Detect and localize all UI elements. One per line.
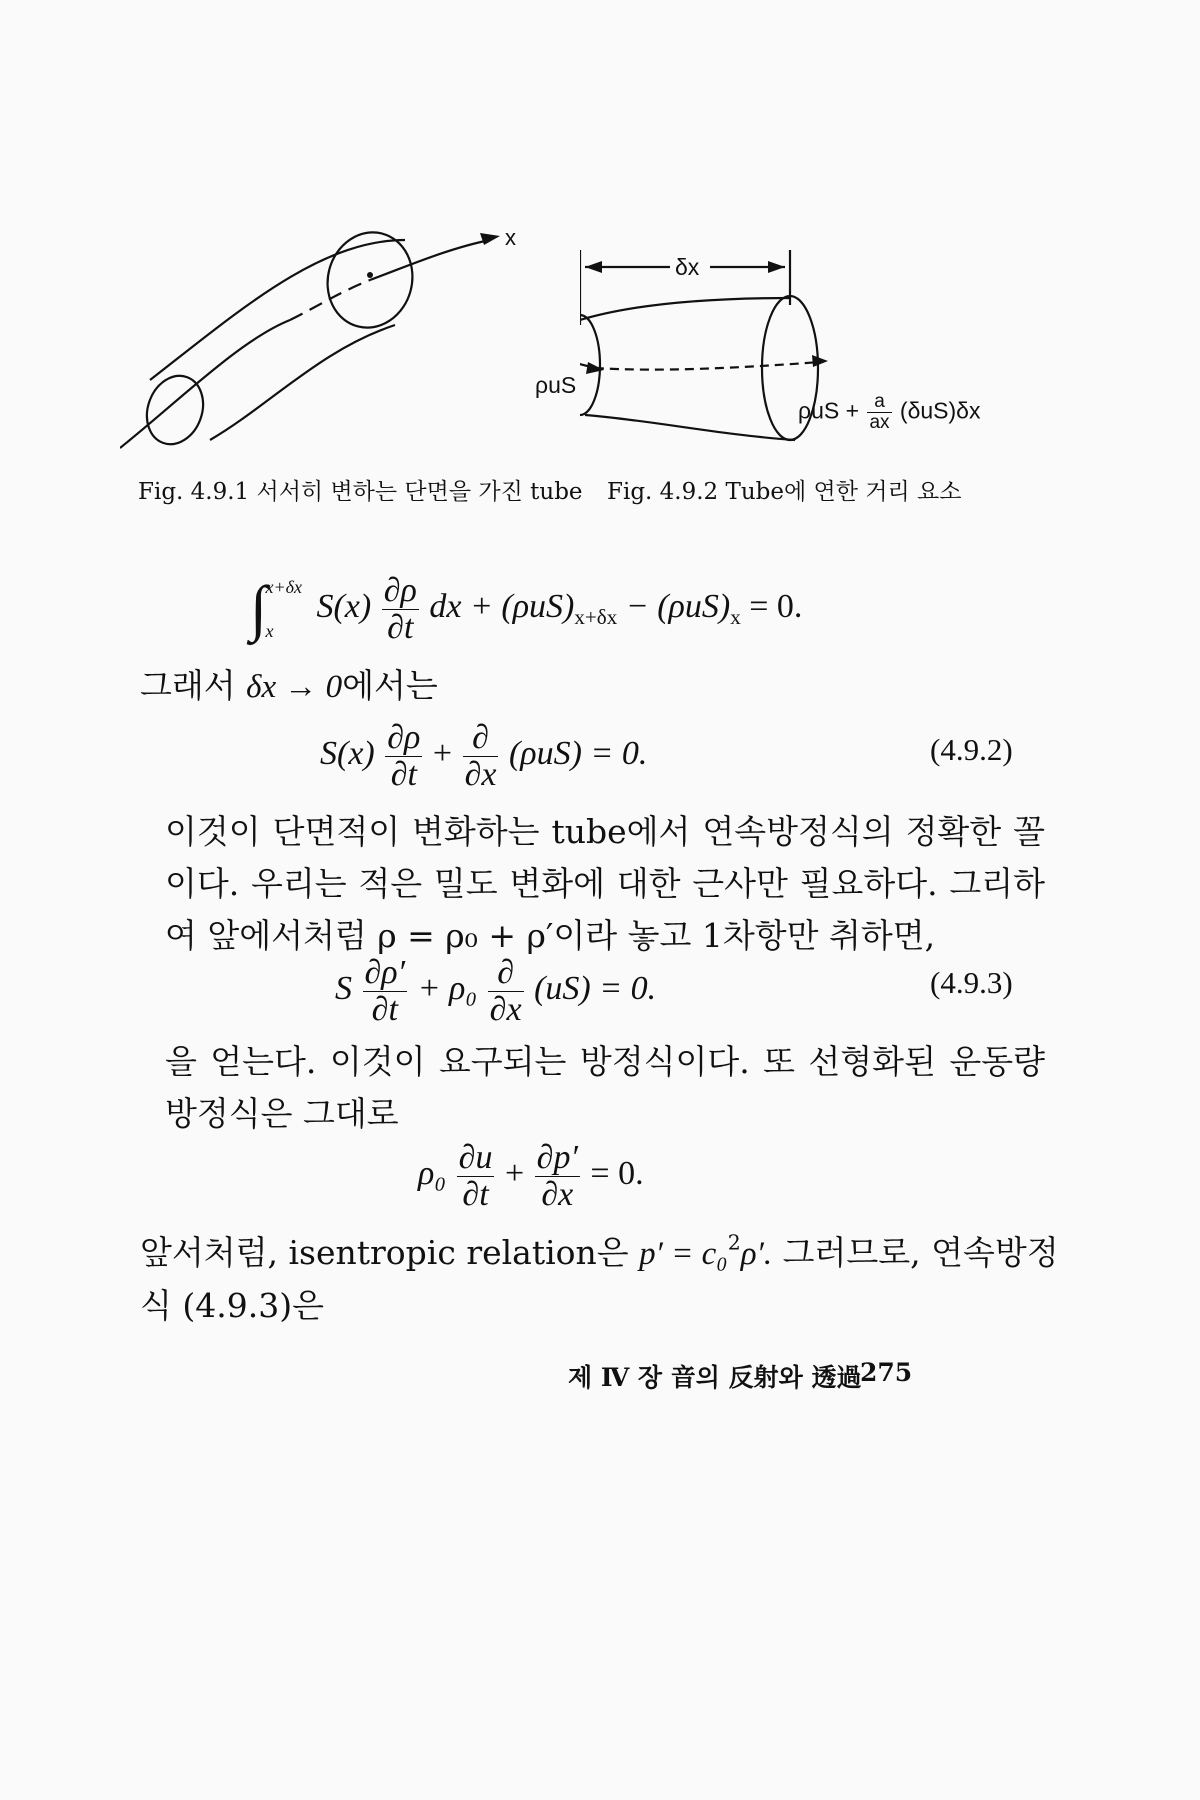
integral-term1: S(x) xyxy=(316,587,372,625)
eq492-rest: (ρuS) = 0. xyxy=(508,734,648,772)
equation-integral xyxy=(250,565,802,653)
axis-curve-solid xyxy=(120,320,290,448)
equation-4-9-2 xyxy=(320,720,647,792)
integral-tail: dx + (ρuS) xyxy=(429,587,575,625)
integral-upper: x+δx xyxy=(265,577,302,597)
momentum-frac1-den: ∂t xyxy=(457,1176,495,1213)
paragraph-isentropic xyxy=(140,1227,1059,1274)
para3-post: 그러므로, 연속방정 xyxy=(772,1233,1059,1272)
momentum-frac2-num: ∂p′ xyxy=(536,1139,578,1176)
tube-lower-edge xyxy=(210,325,395,440)
integral-sign: ∫ xyxy=(250,574,267,643)
caption-fig-4-9-2: Fig. 4.9.2 Tube에 연한 거리 요소 xyxy=(607,479,962,505)
tube-large-end xyxy=(317,230,423,337)
eq492-frac1-den: ∂t xyxy=(385,756,422,793)
axis-arrow-head xyxy=(480,233,500,245)
page-number: 275 xyxy=(860,1358,913,1387)
paragraph-continuity: 이것이 단면적이 변화하는 tube에서 연속방정식의 정확한 꼴이다. 우리는 적은 밀도 변화에 대한 근사만 필요하다. 그리하여 앞에서처럼 ρ = ρ₀ + ρ′이라 놓고 1차항만 취하면, xyxy=(165,812,1045,955)
equation-momentum xyxy=(418,1140,644,1212)
paragraph-isentropic-line2: 식 (4.9.3)은 xyxy=(140,1286,324,1325)
flow-out-arrow-head xyxy=(812,355,828,367)
dx-arrow-head-right xyxy=(768,261,785,273)
figure-4-9-2-element xyxy=(580,250,1100,480)
integral-sub1: x+δx xyxy=(574,605,618,630)
so-line-post: 에서는 xyxy=(342,666,438,705)
eq492-frac2-num: ∂ xyxy=(472,719,489,756)
integral-frac-den: ∂t xyxy=(382,609,419,646)
element-lower-edge xyxy=(585,415,795,440)
eq493-frac2 xyxy=(488,955,524,1027)
momentum-frac1-num: ∂u xyxy=(458,1139,493,1176)
inflow-label: ρuS xyxy=(535,372,577,398)
integral-sub2: x xyxy=(730,605,741,630)
element-upper-edge xyxy=(580,298,790,320)
integral-limits xyxy=(265,565,302,653)
dx-label: δx xyxy=(675,254,700,280)
eq492-frac1-num: ∂ρ xyxy=(387,719,421,756)
equation-number-4-9-3: (4.9.3) xyxy=(930,965,1013,1000)
eq493-frac1-den: ∂t xyxy=(363,991,408,1028)
axis-center-dot xyxy=(367,272,373,278)
outflow-label-tail: (δuS)δx xyxy=(899,397,981,424)
eq493-frac2-den: ∂x xyxy=(489,990,522,1028)
integral-end: = 0. xyxy=(740,587,803,625)
momentum-plus: + xyxy=(504,1154,525,1192)
axis-curve-dashed xyxy=(290,280,370,320)
equation-number-4-9-2: (4.9.2) xyxy=(930,732,1013,767)
so-line-math: δx → 0 xyxy=(246,669,343,705)
eq493-rest: (uS) = 0. xyxy=(534,969,657,1007)
tube-upper-edge xyxy=(150,240,405,380)
caption-fig-4-9-1: Fig. 4.9.1 서서히 변하는 단면을 가진 tube xyxy=(138,479,583,505)
eq493-frac2-num: ∂ xyxy=(497,954,515,991)
outflow-frac-den: ax xyxy=(869,411,890,433)
dx-arrow-head-left xyxy=(585,261,602,273)
momentum-frac2 xyxy=(535,1140,580,1212)
para3-pre: 앞서처럼, isentropic relation은 xyxy=(140,1233,640,1272)
para3-math2: ρ′. xyxy=(740,1236,773,1272)
paragraph-momentum: 을 얻는다. 이것이 요구되는 방정식이다. 또 선형화된 운동량방정식은 그대로 xyxy=(165,1042,1045,1133)
integral-lower: x xyxy=(265,621,274,641)
axis-curve-out xyxy=(370,240,490,280)
running-footer-chapter: 제 Ⅳ 장 音의 反射와 透過 xyxy=(568,1363,862,1392)
para3-math: p′ = c₀ xyxy=(639,1236,728,1272)
so-line-pre: 그래서 xyxy=(140,666,247,705)
momentum-frac1 xyxy=(457,1140,495,1212)
flow-through-dashed xyxy=(595,362,820,370)
outflow-label-main: ρuS + xyxy=(798,397,860,424)
eq493-frac1 xyxy=(363,955,408,1027)
eq492-term1: S(x) xyxy=(320,734,375,772)
outflow-fraction xyxy=(867,392,891,433)
integral-frac-num: ∂ρ xyxy=(383,571,417,609)
outflow-frac-num: a xyxy=(874,391,885,412)
momentum-end: = 0. xyxy=(590,1154,644,1192)
axis-label: x xyxy=(505,230,516,250)
eq492-frac2 xyxy=(463,720,499,792)
integral-minus: − (ρuS) xyxy=(617,587,731,625)
eq493-plus: + ρ₀ xyxy=(417,969,478,1007)
eq492-frac2-den: ∂x xyxy=(464,755,497,793)
outflow-label xyxy=(798,392,980,433)
momentum-rho0: ρ₀ xyxy=(418,1154,447,1192)
integral-frac xyxy=(382,573,419,645)
momentum-frac2-den: ∂x xyxy=(535,1176,580,1213)
eq492-plus: + xyxy=(432,734,453,772)
equation-4-9-3 xyxy=(335,955,656,1027)
eq493-S: S xyxy=(335,969,352,1007)
eq493-frac1-num: ∂ρ′ xyxy=(364,954,406,991)
eq492-frac1 xyxy=(385,720,422,792)
para3-sup: 2 xyxy=(727,1230,741,1255)
text-so-line xyxy=(140,660,438,707)
